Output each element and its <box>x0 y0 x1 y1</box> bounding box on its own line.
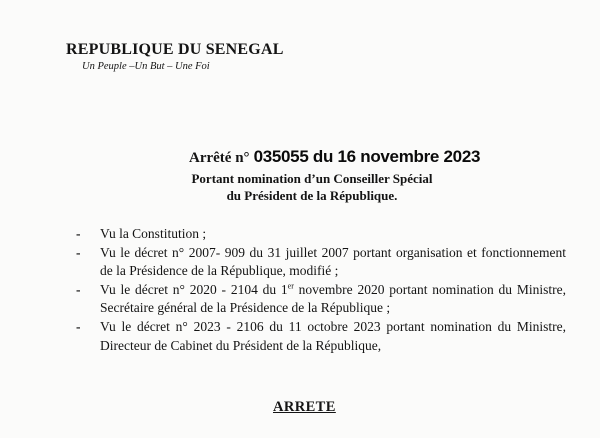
visa-text-part-2: novembre 2020 portant nomination du Ministre, Secrétaire général de la Présidence de la République ; <box>100 281 566 316</box>
national-motto: Un Peuple –Un But – Une Foi <box>82 61 210 72</box>
decree-subject <box>182 170 442 204</box>
dash-bullet: - <box>76 281 81 297</box>
visas-list <box>76 225 566 355</box>
decree-prefix: Arrêté n° <box>189 150 250 166</box>
visa-item <box>76 318 566 355</box>
visa-item <box>76 281 566 318</box>
visa-text: Vu le décret n° 2023 - 2106 du 11 octobre 2023 portant nomination du Ministre, Directeur de Cabinet du Président de la République, <box>100 318 566 353</box>
dash-bullet: - <box>76 318 81 334</box>
visa-item <box>76 244 566 281</box>
visa-text: Vu le décret n° 2007- 909 du 31 juillet 2007 portant organisation et fonctionnement de la Présidence de la République, modifié ; <box>100 244 566 279</box>
visa-item <box>76 225 566 244</box>
ordinal-superscript: er <box>287 281 294 291</box>
decree-subject-line-1: Portant nomination d’un Conseiller Spécial <box>191 171 433 186</box>
dash-bullet: - <box>76 244 81 260</box>
decree-number-date: 035055 du 16 novembre 2023 <box>253 147 481 166</box>
verdict-heading: ARRETE <box>273 399 336 415</box>
decree-subject-line-2: du Président de la République. <box>226 188 398 203</box>
decree-heading <box>189 147 480 167</box>
visa-text <box>100 281 566 318</box>
visa-text: Vu la Constitution ; <box>100 226 207 241</box>
visa-text-part-1: Vu le décret n° 2020 - 2104 du 1 <box>100 281 288 297</box>
country-name: REPUBLIQUE DU SENEGAL <box>66 41 284 58</box>
dash-bullet: - <box>76 226 81 241</box>
